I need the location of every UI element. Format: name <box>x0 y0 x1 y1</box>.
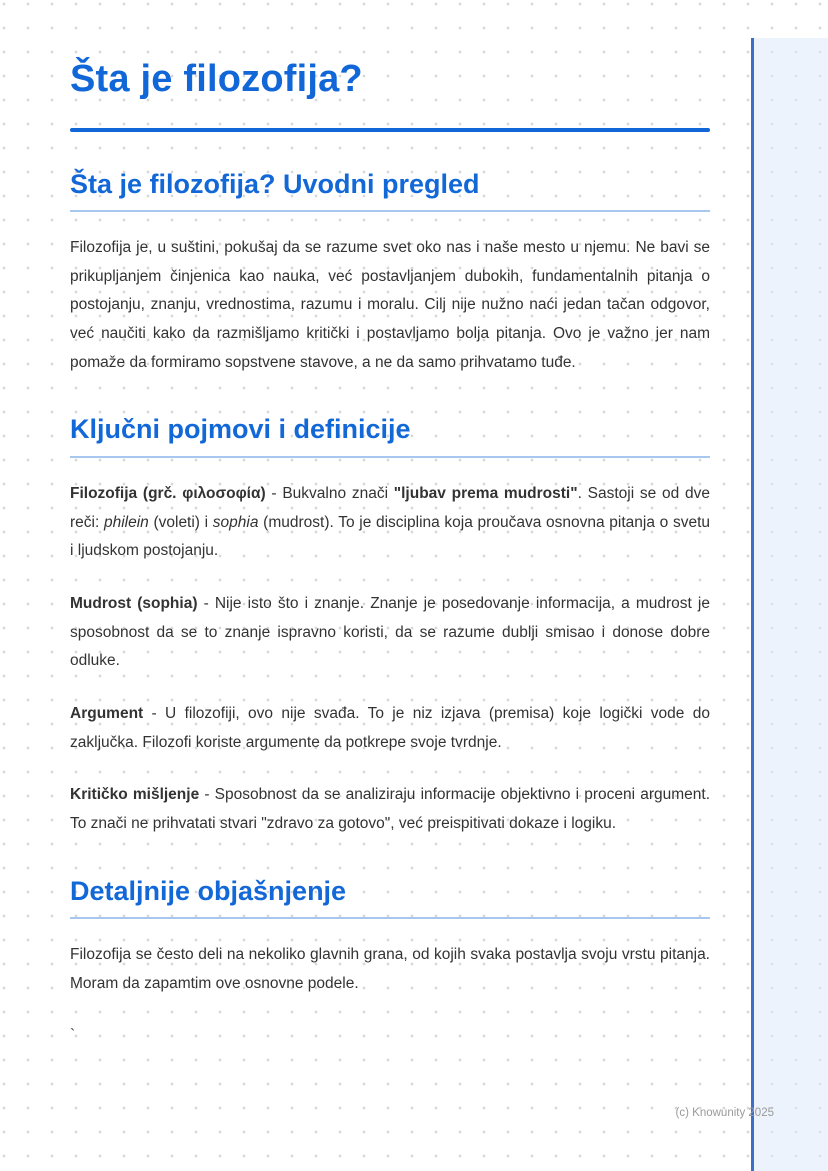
document-content <box>70 58 710 1075</box>
text-run: Filozofija se često deli na nekoliko glavnih grana, od kojih svaka postavlja svoju vrstu pitanja. Moram da zapamtim ove osnovne podele. <box>70 945 710 992</box>
section-divider <box>70 917 710 919</box>
text-run: - Bukvalno znači <box>265 484 394 502</box>
text-run: (voleti) i <box>148 513 213 531</box>
section-divider <box>70 456 710 458</box>
text-run: Filozofija je, u suštini, pokušaj da se razume svet oko nas i naše mesto u njemu. Ne bavi se prikupljanjem činjenica kao nauka, već postavljanjem dubokih, fundamentalnih pitanja o postojanju, znanju, vrednostima, razumu i moralu. Cilj nije nužno naći jedan tačan odgovor, već naučiti kako da razmišljamo kritički i postavljamo bolja pitanja. Ovo je važno jer nam pomaže da formiramo sopstvene stavove, a ne da samo prihvatamo tuđe. <box>70 239 710 371</box>
sections-container <box>70 168 710 1051</box>
text-run: ` <box>70 1027 76 1045</box>
section-heading: Šta je filozofija? Uvodni pregled <box>70 168 480 199</box>
paragraph <box>70 781 710 838</box>
text-run: - U filozofiji, ovo nije svađa. To je niz izjava (premisa) koje logički vode do zaključka. Filozofi koriste argumente da potkrepe svoje tvrdnje. <box>70 704 710 751</box>
bold-text-run: Argument <box>70 704 144 722</box>
italic-text-run: philein <box>103 513 149 531</box>
bold-text-run: "ljubav prema mudrosti" <box>393 484 578 502</box>
paragraph <box>70 700 710 757</box>
text-run: - Sposobnost da se analiziraju informacije objektivno i proceni argument. To znači ne prihvatati stvari "zdravo za gotovo", već preispitivati dokaze i logiku. <box>70 786 710 832</box>
page-title: Šta je filozofija? <box>70 58 363 100</box>
bold-text-run: Mudrost (sophia) <box>70 594 198 612</box>
paragraph <box>70 941 710 998</box>
paragraph <box>70 1022 710 1051</box>
text-run: - Nije isto što i znanje. Znanje je posedovanje informacija, a mudrost je sposobnost da se to znanje ispravno koristi, da se razume dublji smisao i donose dobre odluke. <box>70 594 710 670</box>
text-run: . Sastoji se od dve reči: <box>70 484 710 531</box>
section <box>70 413 710 838</box>
text-run: (mudrost). To je disciplina koja proučava osnovna pitanja o svetu i ljudskom postojanju. <box>70 513 710 560</box>
section-divider <box>70 210 710 212</box>
footer-credit: (c) Knowunity 2025 <box>675 1107 774 1119</box>
section <box>70 168 710 378</box>
section-heading: Detaljnije objašnjenje <box>70 875 347 906</box>
bold-text-run: Kritičko mišljenje <box>70 786 200 804</box>
section-heading: Ključni pojmovi i definicije <box>70 414 411 445</box>
title-divider <box>70 128 710 132</box>
right-margin-shade <box>754 38 828 1171</box>
notebook-margin-line <box>751 38 754 1171</box>
paragraph <box>70 590 710 676</box>
section <box>70 875 710 1051</box>
paragraph <box>70 234 710 377</box>
italic-text-run: sophia <box>212 513 259 531</box>
bold-text-run: Filozofija (grč. φιλοσοφία) <box>70 484 266 502</box>
paragraph <box>70 480 710 566</box>
